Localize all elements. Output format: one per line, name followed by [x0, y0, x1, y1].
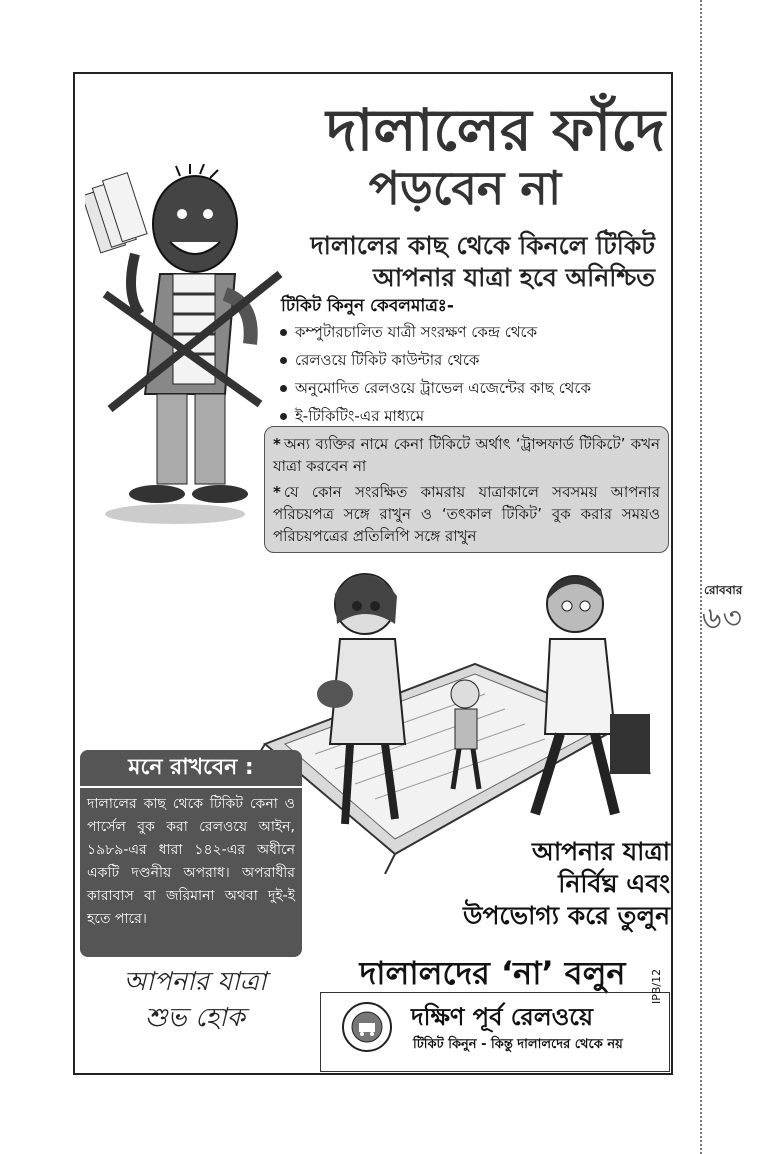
remember-body: দালালের কাছ থেকে টিকিট কেনা ও পার্সেল বুক করা রেলওয়ে আইন, ১৯৮৯-এর ধারা ১৪২-এর অধীনে একটি দণ্ডনীয় অপরাধ। অপরাধীর কারাবাস বা জরিমানা অথবা দুই-ই হতে পারে। — [87, 796, 295, 927]
advertisement — [73, 72, 673, 1075]
bullet-icon — [280, 413, 287, 420]
list-item: রেলওয়ে টিকিট কাউন্টার থেকে — [280, 348, 591, 376]
handwritten-line: আপনার যাত্রা — [123, 967, 267, 997]
page-day-label: রোববার — [704, 583, 743, 597]
indian-railways-logo-icon — [341, 1001, 393, 1053]
subheadline-line-1: দালালের কাছ থেকে কিনলে টিকিট — [310, 231, 655, 260]
cta-line: আপনার যাত্রা — [531, 837, 670, 866]
say-no-slogan: দালালদের ‘না’ বলুন — [359, 954, 626, 992]
buy-ticket-heading: টিকিট কিনুন কেবলমাত্রঃ- — [281, 296, 454, 316]
family-on-ticket-illustration — [245, 544, 665, 874]
remember-box — [80, 750, 302, 957]
notice-item: * যে কোন সংরক্ষিত কামরায় যাত্রাকালে সবসময় আপনার পরিচয়পত্র সঙ্গে রাখুন ও ‘তৎকাল টিকিট’ বুক করার সময়ও পরিচয়পত্রের প্রতিলিপি সঙ্গে রাখুন — [273, 483, 660, 545]
railway-footer — [320, 992, 670, 1072]
call-to-action — [455, 836, 670, 932]
bullet-icon — [280, 357, 287, 364]
list-item: ই-টিকিটিং-এর মাধ্যমে — [280, 404, 591, 432]
handwritten-wish — [85, 964, 305, 1036]
railway-tagline: টিকিট কিনুন - কিন্তু দালালদের থেকে নয় — [413, 1037, 623, 1052]
notice-item: * অন্য ব্যক্তির নামে কেনা টিকিটে অর্থাৎ ‘ট্রান্সফার্ড টিকিটে’ কখন যাত্রা করবেন না — [273, 435, 660, 475]
list-item: কম্পুটারচালিত যাত্রী সংরক্ষণ কেন্দ্র থেকে — [280, 320, 591, 348]
bullet-icon — [280, 329, 287, 336]
subheadline-line-2: আপনার যাত্রা হবে অনিশ্চিত — [373, 263, 655, 292]
headline-line-1: দালালের ফাঁদে — [326, 96, 665, 164]
ipb-code: IPB/12 — [650, 968, 663, 1004]
buy-ticket-list — [280, 320, 591, 432]
bullet-icon — [280, 385, 287, 392]
cta-line: নির্বিঘ্ন এবং — [558, 869, 670, 898]
asterisk-icon: * — [273, 483, 281, 501]
asterisk-icon: * — [273, 435, 281, 453]
headline-line-2: পড়বেন না — [368, 161, 562, 215]
notice-box — [264, 426, 669, 553]
handwritten-line: শুভ হোক — [145, 1003, 245, 1033]
list-item: অনুমোদিত রেলওয়ে ট্রাভেল এজেন্টের কাছ থেকে — [280, 376, 591, 404]
railway-name: দক্ষিণ পূর্ব রেলওয়ে — [411, 1003, 594, 1031]
cta-line: উপভোগ্য করে তুলুন — [462, 901, 670, 930]
page-number: ৬৩ — [702, 601, 744, 636]
remember-title: মনে রাখবেন : — [80, 750, 302, 788]
page-edge-rule — [700, 0, 702, 1154]
